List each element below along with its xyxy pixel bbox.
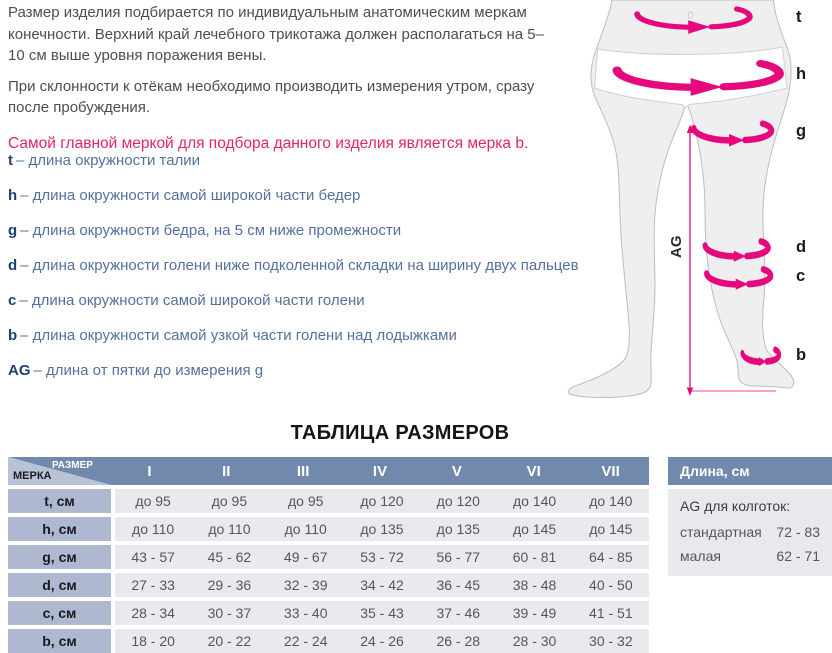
length-row-small (680, 548, 820, 564)
size-table-title: ТАБЛИЦА РАЗМЕРОВ (290, 422, 510, 444)
size-table-columns (111, 457, 649, 485)
table-cell: 36 - 45 (436, 577, 481, 593)
table-row (8, 545, 649, 569)
length-row-label: стандартная (680, 524, 762, 540)
table-cell: 26 - 28 (436, 633, 481, 649)
legend-item-d (8, 255, 628, 290)
legend-desc: – длина окружности талии (16, 152, 201, 169)
length-row-value: 62 - 71 (776, 548, 820, 564)
table-cell: до 140 (512, 493, 557, 509)
table-cell: 30 - 32 (589, 633, 633, 649)
table-cell: 45 - 62 (207, 549, 252, 565)
navel-dot (688, 12, 692, 18)
column-header: VII (601, 462, 620, 480)
intro-text-block (8, 2, 560, 163)
intro-paragraph-2: При склонности к отёкам необходимо производить измерения утром, сразу после пробуждения. (8, 77, 535, 116)
legend-key: AG (8, 362, 31, 379)
table-cell: до 95 (211, 493, 248, 509)
table-cell: 37 - 46 (436, 605, 481, 621)
corner-label-size: РАЗМЕР (52, 460, 93, 471)
table-cell: до 135 (360, 521, 404, 537)
figure-label-t: t (796, 8, 802, 26)
legend-key: d (8, 257, 18, 274)
table-cell: 60 - 81 (512, 549, 557, 565)
figure-label-d: d (796, 238, 807, 256)
legend-item-h (8, 185, 628, 220)
legs-diagram-svg (552, 0, 832, 412)
row-cells (115, 601, 649, 625)
table-cell: до 145 (512, 521, 557, 537)
row-label: c, см (8, 601, 111, 625)
table-cell: до 95 (135, 493, 171, 509)
legend-desc: – длина окружности самой широкой части голени (19, 292, 365, 309)
legend-item-ag (8, 360, 628, 395)
table-cell: 41 - 51 (589, 605, 633, 621)
legend-item-t (8, 150, 628, 185)
legend-desc: – длина окружности самой широкой части бедер (20, 187, 361, 204)
ag-arrow-down (687, 388, 693, 397)
figure-label-g: g (796, 122, 807, 140)
size-table-header-row (8, 457, 649, 485)
legs-measurement-diagram (552, 0, 832, 412)
legend-desc: – длина окружности самой узкой части голени над лодыжками (20, 327, 457, 344)
table-cell: 38 - 48 (512, 577, 557, 593)
table-cell: 18 - 20 (131, 633, 175, 649)
figure-label-c: c (796, 267, 806, 285)
row-cells (115, 629, 649, 653)
measurement-legend (8, 150, 628, 395)
legend-item-g (8, 220, 628, 255)
table-cell: до 120 (360, 493, 404, 509)
intro-highlight: Самой главной меркой для подбора данного изделия является мерка b. (8, 134, 529, 152)
length-panel (668, 457, 832, 576)
legend-desc: – длина окружности голени ниже подколенной складки на ширину двух пальцев (20, 257, 579, 274)
table-row (8, 573, 649, 597)
row-cells (115, 489, 649, 513)
row-label: t, см (8, 489, 111, 513)
table-cell: 56 - 77 (436, 549, 481, 565)
column-header: V (451, 462, 462, 480)
table-cell: 64 - 85 (589, 549, 633, 565)
table-row (8, 517, 649, 541)
column-header: I (147, 462, 152, 480)
table-row (8, 489, 649, 513)
legend-desc: – длина окружности бедра, на 5 см ниже промежности (20, 222, 402, 239)
table-cell: 53 - 72 (360, 549, 404, 565)
column-header: III (296, 462, 310, 480)
legend-key: c (8, 292, 17, 309)
table-cell: 43 - 57 (131, 549, 175, 565)
legend-item-c (8, 290, 628, 325)
row-label: b, см (8, 629, 111, 653)
figure-label-h: h (796, 65, 807, 83)
table-cell: до 110 (208, 521, 251, 537)
table-cell: 28 - 30 (512, 633, 557, 649)
row-label: h, см (8, 517, 111, 541)
length-row-value: 72 - 83 (776, 524, 820, 540)
table-cell: 39 - 49 (512, 605, 557, 621)
column-header: II (222, 462, 231, 480)
table-cell: 32 - 39 (283, 577, 328, 593)
table-cell: 20 - 22 (207, 633, 252, 649)
length-panel-body (668, 489, 832, 576)
corner-label-measure: МЕРКА (13, 470, 52, 482)
column-header: VI (526, 462, 541, 480)
table-cell: 24 - 26 (360, 633, 404, 649)
table-cell: 29 - 36 (207, 577, 252, 593)
table-cell: до 120 (436, 493, 480, 509)
column-header: IV (372, 462, 388, 480)
table-cell: до 135 (436, 521, 480, 537)
table-cell: 40 - 50 (589, 577, 633, 593)
legend-key: g (8, 222, 18, 239)
figure-label-b: b (796, 346, 807, 364)
length-panel-header: Длина, см (668, 457, 832, 485)
intro-paragraph-1: Размер изделия подбирается по индивидуальным анатомическим меркам конечности. Верхний край лечебного трикотажа должен располагаться на 5–10 см выше уровня поражения вены. (8, 4, 544, 64)
row-cells (115, 545, 649, 569)
table-cell: 22 - 24 (283, 633, 328, 649)
ag-line-label: AG (668, 235, 685, 258)
table-cell: до 140 (589, 493, 633, 509)
legend-item-b (8, 325, 628, 360)
row-cells (115, 517, 649, 541)
table-cell: 30 - 37 (207, 605, 252, 621)
table-row (8, 601, 649, 625)
table-cell: до 110 (284, 521, 327, 537)
table-row (8, 629, 649, 653)
table-cell: до 110 (132, 521, 175, 537)
legend-key: h (8, 187, 18, 204)
table-cell: 34 - 42 (360, 577, 404, 593)
size-table-corner-cell (8, 457, 111, 485)
legend-key: b (8, 327, 18, 344)
table-cell: 33 - 40 (283, 605, 328, 621)
length-row-label: малая (680, 548, 721, 564)
row-label: g, см (8, 545, 111, 569)
table-cell: 35 - 43 (360, 605, 404, 621)
table-cell: до 145 (589, 521, 633, 537)
row-label: d, см (8, 573, 111, 597)
table-cell: 28 - 34 (131, 605, 175, 621)
table-cell: 49 - 67 (283, 549, 328, 565)
row-cells (115, 573, 649, 597)
length-row-standard (680, 524, 820, 540)
table-cell: до 95 (287, 493, 324, 509)
size-table (8, 457, 649, 653)
length-panel-subtitle: AG для колготок: (680, 498, 791, 514)
legend-key: t (8, 152, 13, 169)
legend-desc: – длина от пятки до измерения g (33, 362, 264, 379)
table-cell: 27 - 33 (131, 577, 175, 593)
